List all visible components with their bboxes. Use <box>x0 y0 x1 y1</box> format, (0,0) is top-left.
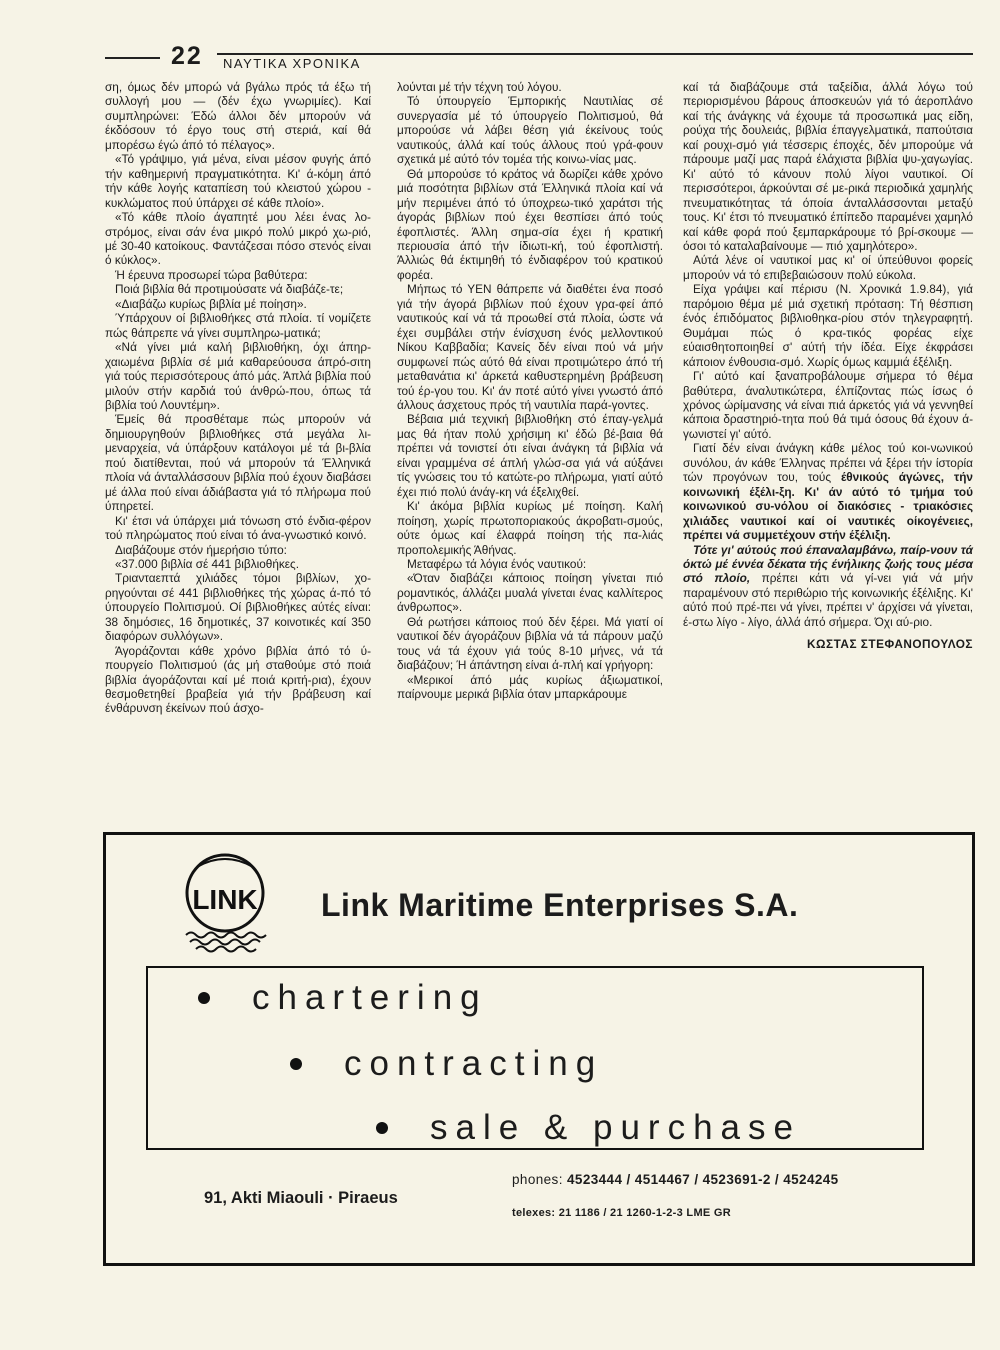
paragraph: Αύτά λένε οί ναυτικοί μας κι' οί ύπεύθυνοι φορείς μπορούν νά τό επιβεβαιώσουν πολύ εύκολα. <box>683 253 973 282</box>
author-signature: ΚΩΣΤΑΣ ΣΤΕΦΑΝΟΠΟΥΛΟΣ <box>807 637 973 652</box>
article-column-1 <box>105 80 371 716</box>
article-column-2 <box>397 80 663 701</box>
service-item <box>290 1044 603 1084</box>
telexes-label: telexes: <box>512 1207 556 1219</box>
publication-name: ΝΑΥΤΙΚΑ ΧΡΟΝΙΚΑ <box>223 56 361 71</box>
advertisement <box>103 832 975 1266</box>
services-box <box>146 966 924 1150</box>
paragraph: Ή έρευνα προσωρεί τώρα βαθύτερα: <box>115 267 308 282</box>
paragraph: «37.000 βιβλία σέ 441 βιβλιοθήκες. <box>115 556 300 571</box>
service-item <box>198 978 488 1018</box>
paragraph: Είχα γράψει καί πέρισυ (Ν. Χρονικά 1.9.84), γιά παρόμοιο θέμα μέ μιά σχετική πρόταση: Τή θέσπιση ένός έπιδόματος βιβλιοθηκα-ρίου στόν τηλεγραφητή. Θυμάμαι πώς ό κρα-τικός φορέας είχε εύαισθητοποιηθεί σ' αύτή τήν ίδέα. Είχε έκφράσει κάποιον ένθουσια-σμό. Χωρίς όμως καμμιά έξέλιξη. <box>683 282 973 369</box>
company-address: 91, Akti Miaouli · Piraeus <box>204 1189 398 1207</box>
phones-label: phones: <box>512 1172 563 1187</box>
paragraph: Κι' έτσι νά ύπάρχει μιά τόνωση στό ένδια-φέρον τού πληρώματος πού είναι τό άνα-γνωστικό κοινό. <box>105 513 371 543</box>
header-rule-left <box>105 57 160 59</box>
page-header <box>105 40 973 74</box>
paragraph: Διαβάζουμε στόν ήμερήσιο τύπο: <box>115 542 287 557</box>
paragraph: «Όταν διαβάζει κάποιος ποίηση γίνεται πιό ρομαντικός, άλλάζει μυαλά γίνεται ένας καλλίτερος άνθρωπος». <box>397 571 663 615</box>
bullet-icon <box>376 1122 388 1134</box>
paragraph: Θά ρωτήσει κάποιος πού δέν ξέρει. Μά γιατί οί ναυτικοί δέν άγοράζουν βιβλία νά τά πάρουν μαζύ τους νά τά έχουν γιά τούς 8-10 μήνες, νά τά διαβάζουν; Ή άπάντηση είναι ά-πλή καί γρήγορη: <box>397 614 663 673</box>
company-name: Link Maritime Enterprises S.A. <box>321 887 799 923</box>
paragraph: Γι' αύτό καί ξαναπροβάλουμε σήμερα τό θέμα βαθύτερα, άναλυτικώτερα, έλπίζοντας πώς ίσως ό χρόνος ώρίμανσης νά είναι πιά άρκετός γιά νά γεννηθεί κάποια δραστηριό-τητα πού θά τιμά όσους θά έχουν ά-γωνιστεί γι' αύτό. <box>683 369 973 441</box>
paragraph <box>683 441 973 542</box>
article-column-3 <box>683 80 973 652</box>
bold-italic-passage: Τότε γι' αύτούς πού έπαναλαμβάνω, παίρ-νουν τά όκτώ μέ έννέα δέκατα τής ένήλικης ζωής τους μέσα στό πλοίο, <box>683 542 973 586</box>
paragraph: καί τά διαβάζουμε στά ταξείδια, άλλά λόγω τού περιορισμένου βάρους άποσκευών γιά τό άεροπλάνο καί τής άνάγκης νά έχουμε τά προσωπικά μας είδη, ρούχα τής δουλειάς, βιβλία έπαγγελματικά, παπούτσια καί ρουχι-σμό γιά τέσσερις έποχές, δέν μπορούμε νά πάρουμε μαζί μας παρά έλάχιστα βιβλία ψυ-χαγωγίας. Κι' αύτό τό κάνουν πολύ λίγοι ναυτικοί. Οί περισσότεροι, άρκούνται σέ με-ρικά περιοδικά χαμηλής πνευματικότητας τά όποία άνταλλάσσονται μεταξύ τους. Κι' έτσι τό πνευματικό έπίπεδο παραμένει χαμηλό καί κάθε φορά πού ξεμπαρκάρουμε τό βρί-σκουμε — όσοι τό καταλαβαίνουμε — πιό χαμηλότερο». <box>683 80 973 253</box>
paragraph: Θά μπορούσε τό κράτος νά δωρίζει κάθε χρόνο μιά ποσότητα βιβλίων στά Έλληνικά πλοία καί νά μήν περιμένει άπό τό ύποχρεω-τικό χαράτσι τής άγοράς βιβλίων πού έχει θεσπίσει άπό τούς έφοπλιστές. Άλλη σημα-σία έχει ή κρατική περιουσία άπό τήν ίδιωτι-κή, τού έφοπλιστή. Άλλιώς θά έκτιμηθή τό ένδιαφέρον τού κρατικού φορέα. <box>397 166 663 282</box>
paragraph: «Τό κάθε πλοίο άγαπητέ μου λέει ένας λο-στρόμος, είναι σάν ένα μικρό πολύ μικρό χω-ριό, μέ 30-40 κατοίκους. Φαντάζεσαι πόσο στενός είναι ό κύκλος». <box>105 210 371 268</box>
paragraph: Άγοράζονται κάθε χρόνο βιβλία άπό τό ύ-πουργείο Πολιτισμού (άς μή σταθούμε στό ποιά βιβλία άγοράζονται καί μέ ποιά κριτή-ρια), έχουν θεσμοθετηθεί βραβεία γιά τήν βράβευση καί ένθάρυνση έκείνων πού άσχο- <box>105 643 371 716</box>
phones-value: 4523444 / 4514467 / 4523691-2 / 4524245 <box>567 1172 839 1187</box>
paragraph: Έμείς θά προσθέταμε πώς μπορούν νά δημιουργηθούν βιβλιοθήκες στά μεγάλα λι-μεναρχεία, νά ύπάρξουν κατάλογοι μέ τά βι-βλία πού διατίθενται, πού νά μπορούν τά Έλληνικά πλοία νά άνταλλάσσουν βιβλία πού έχουν διαβάσει μέ άλλα πού είναι άδιάβαστα γιά τό πλήρωμα πού ύπηρετεί. <box>105 412 371 514</box>
service-label: chartering <box>252 978 488 1017</box>
service-item <box>376 1108 801 1148</box>
bullet-icon <box>198 992 210 1004</box>
page-number: 22 <box>171 42 203 70</box>
paragraph: ση, όμως δέν μπορώ νά βγάλω πρός τά έξω τή συλλογή μου — (δέν έχω γνωριμίες). Καί συμπληρώνει: Έδώ άλλοι δέν μπορούν νά έκδόσουν τό έργο τους στή στεριά, καί θά μπορέσω έγώ άπό τό πέλαγος». <box>105 80 371 152</box>
paragraph: Ύπάρχουν οί βιβλιοθήκες στά πλοία. τί νομίζετε πώς θάπρεπε νά γίνει συμπληρω-ματικά; <box>105 311 371 340</box>
paragraph: Βέβαια μιά τεχνική βιβλιοθήκη στό έπαγ-γελμά μας θά ήταν πολύ χρήσιμη κι' έδώ βέ-βαια θά πρέπει νά τονιστεί ότι είναι άνάγκη τά βιβλία νά είναι γραμμένα σέ άπλή γλώσ-σα γιά νά αύξάνει τίς γνώσεις του τό κατώτε-ρο πλήρωμα, γιατί αύτό έχει πιό πολύ άνάγ-κη νά έξελιχθεί. <box>397 412 663 499</box>
link-logo-icon <box>178 849 276 953</box>
paragraph: Ποιά βιβλία θά προτιμούσατε νά διαβάζε-τε; <box>115 282 344 297</box>
paragraph: Μεταφέρω τά λόγια ένός ναυτικού: <box>407 556 587 571</box>
paragraph: Τριανταεπτά χιλιάδες τόμοι βιβλίων, χο-ρηγούνται σέ 441 βιβλιοθήκες τής χώρας ά-πό τό ύπουργείο Πολιτισμού. Οί βιβλιοθήκες αύτές είναι: 38 δημόσιες, 16 δημοτικές, 37 κοινοτικές καί 350 διαφόρων συλλόγων». <box>105 571 371 644</box>
service-label: contracting <box>344 1044 604 1083</box>
bold-passage: έθνικούς άγώνες, τήν κοινωνική έξέλι-ξη. Κι' άν αύτό τό τμήμα τού κοινωνικού συ-νόλου οί διακόσιες - τριακόσιες χιλιάδες ναυτικοί καί οί ναυτικές οίκογένειες, πρέπει νά συμμετέχουν στήν έξέλιξη. <box>683 470 973 543</box>
telexes-value: 21 1186 / 21 1260-1-2-3 LME GR <box>558 1207 731 1219</box>
telex-numbers <box>512 1207 731 1219</box>
paragraph <box>683 543 973 630</box>
paragraph: Κι' άκόμα βιβλία κυρίως μέ ποίηση. Καλή ποίηση, χωρίς πρωτοποριακούς άκροβατι-σμούς, ούτε όμως καί έλαφρά ποίηση τής πα-λιάς προπολεμικής Άθήνας. <box>397 499 663 557</box>
paragraph: Μήπως τό ΥΕΝ θάπρεπε νά διαθέτει ένα ποσό γιά τήν άγορά βιβλίων πού έχουν γρα-φεί άπό ναυτικούς καί νά τά προωθεί στά πλοία, ώστε νά έχει συμβάλει στήν ένίσχυση ένός μελλοντικού Νίκου Καββαδία; Κανείς δέν είναι πού νά μήν συμφωνεί πώς αύτό θά είναι προτιμώτερο άπό τή μεταθανάτια κι' άρκετά καθυστερημένη βράβευση τού έρ-γου του. Κι' άν ποτέ αύτό γίνει γνωστό άπό άλλους άσχετους πρός τή ναυτιλία παρά-γοντες. <box>397 282 663 412</box>
paragraph: «Τό γράψιμο, γιά μένα, είναι μέσον φυγής άπό τήν καθημερινή πραγματικότητα. Κι' ά-κόμη άπό τήν κάθε λογής καταπίεση τού κλειστού χώρου - κυκλώματος πού ύπάρχει σέ κάθε πλοίο». <box>105 152 371 210</box>
paragraph: «Διαβάζω κυρίως βιβλία μέ ποίηση». <box>115 296 307 311</box>
paragraph: «Νά γίνει μιά καλή βιβλιοθήκη, όχι άπηρ-χαιωμένα βιβλία σέ μιά καθαρεύουσα άπρό-σιτη γιά τούς περισσότερους άπό μάς. Άπλά βιβλία πού μιλούν στήν καρδιά τού άνθρώ-που, όπως τά βιβλία τού Λουντέμη». <box>105 340 371 412</box>
paragraph-text: πρέπει κάτι νά γί-νει γιά νά μήν παραμένουν στό περιθώριο τής κοινωνικής έξέλιξης. Κι' αύτό πού πρέ-πει νά γίνει, πρέπει ν' άρχίσει νά γίνεται, έ-στω λίγο - λίγο, άλλά άπό σήμερα. Όχι αύ-ριο. <box>683 571 973 629</box>
header-rule-right <box>217 53 973 55</box>
paragraph-text: Γιατί δέν είναι άνάγκη κάθε μέλος τού κοι-νωνικού συνόλου, άν κάθε Έλληνας πρέπει νά ξέρει τήν ίστορία τών προγόνων του, τούς <box>683 441 973 485</box>
paragraph: «Μερικοί άπό μάς κυρίως άξιωματικοί, παίρνουμε μερικά βιβλία όταν μπαρκάρουμε <box>397 672 663 702</box>
logo-text: LINK <box>192 884 258 915</box>
bullet-icon <box>290 1058 302 1070</box>
phone-numbers <box>512 1172 839 1187</box>
paragraph: Τό ύπουργείο Έμπορικής Ναυτιλίας σέ συνεργασία μέ τό ύπουργείο Πολιτισμού, θά μπορούσε νά λάβει θέση γιά έκείνους τούς ναυτικούς, άλλά καί τούς άλλους πού γρά-φουν σχετικά μέ αύτό τόν τομέα τής κοινω-νίας μας. <box>397 94 663 167</box>
service-label: sale & purchase <box>430 1108 801 1147</box>
paragraph: λούνται μέ τήν τέχνη τού λόγου. <box>397 80 562 94</box>
